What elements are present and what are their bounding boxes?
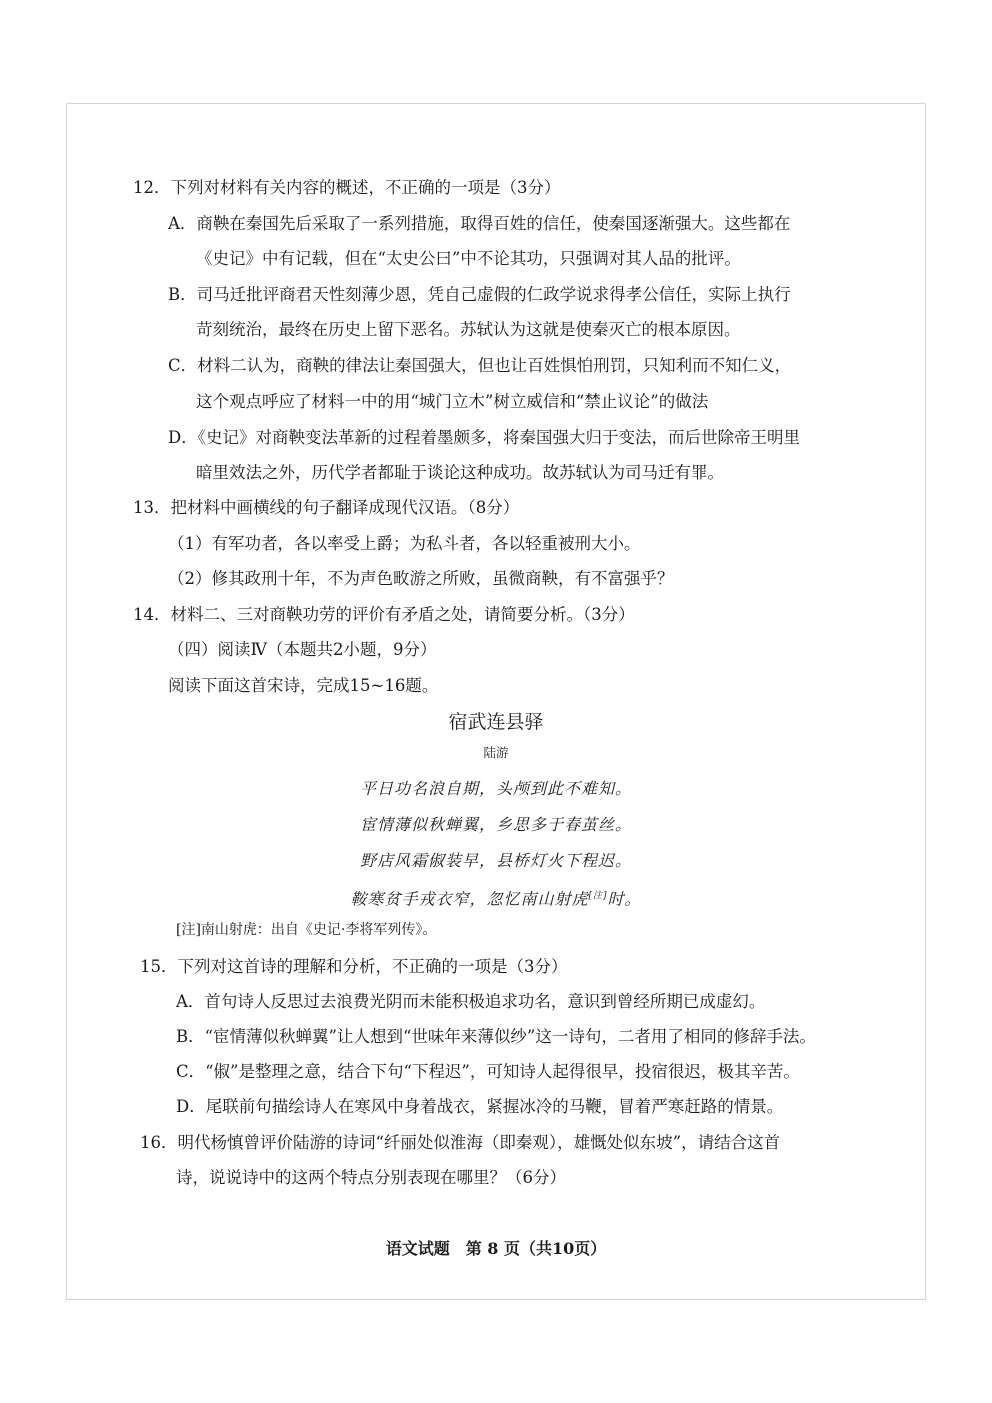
q13-sentence-1: （1）有军功者，各以率受上爵；为私斗者，各以轻重被刑大小。	[168, 534, 641, 553]
q12-option-a-line2: 《史记》中有记载，但在“太史公曰”中不论其功，只强调对其人品的批评。	[196, 249, 741, 268]
q12-option-c-line2: 这个观点呼应了材料一中的用“城门立木”树立威信和“禁止议论”的做法	[196, 392, 709, 411]
q15-option-d: D．尾联前句描绘诗人在寒风中身着战衣，紧握冰冷的马鞭，冒着严寒赶路的情景。	[176, 1097, 784, 1116]
q12-option-b-line2: 苛刻统治，最终在历史上留下恶名。苏轼认为这就是使秦灭亡的根本原因。	[196, 320, 741, 339]
q12-option-d-line2: 暗里效法之外，历代学者都耻于谈论这种成功。故苏轼认为司马迁有罪。	[196, 463, 724, 482]
poem-author: 陆游	[483, 745, 509, 760]
q15-option-a: A．首句诗人反思过去浪费光阴而未能积极追求功名，意识到曾经所期已成虚幻。	[176, 992, 766, 1011]
q12-option-c-line1: C．材料二认为，商鞅的律法让秦国强大，但也让百姓惧怕刑罚，只知利而不知仁义，	[168, 356, 792, 375]
q16-stem-line2: 诗，说说诗中的这两个特点分别表现在哪里？（6分）	[176, 1168, 566, 1187]
poem-title: 宿武连县驿	[448, 711, 544, 733]
poem-line-4-part-a: 鞍寒贫手戎衣窄，忽忆南山射虎	[350, 889, 589, 909]
q12-option-a-line1: A．商鞅在秦国先后采取了一系列措施，取得百姓的信任，使秦国逐渐强大。这些都在	[168, 214, 791, 233]
q14-stem: 14．材料二、三对商鞅功劳的评价有矛盾之处，请简要分析。（3分）	[133, 605, 635, 624]
poem-line-2: 宦情薄似秋蝉翼，乡思多于春茧丝。	[359, 815, 632, 834]
q12-stem: 12．下列对材料有关内容的概述，不正确的一项是（3分）	[133, 178, 561, 197]
poem-line-4-part-b: 时。	[607, 889, 642, 909]
poem-note: [注]南山射虎：出自《史记·李将军列传》。	[176, 922, 437, 938]
q13-sentence-2: （2）修其政刑十年，不为声色畋游之所败，虽微商鞅，有不富强乎？	[168, 569, 674, 588]
q12-option-b-line1: B．司马迁批评商君天性刻薄少恩，凭自己虚假的仁政学说求得孝公信任，实际上执行	[168, 285, 791, 304]
q16-stem-line1: 16．明代杨慎曾评价陆游的诗词“纤丽处似淮海（即秦观），雄慨处似东坡”，请结合这首	[140, 1133, 781, 1152]
poem-line-3: 野店风霜俶装早，县桥灯火下程迟。	[359, 851, 632, 870]
q15-option-c: C．“俶”是整理之意，结合下句“下程迟”，可知诗人起得很早，投宿很迟，极其辛苦。	[176, 1062, 800, 1081]
poem-line-1: 平日功名浪自期，头颅到此不难知。	[359, 779, 632, 798]
q15-stem: 15．下列对这首诗的理解和分析，不正确的一项是（3分）	[140, 957, 568, 976]
section-intro: 阅读下面这首宋诗，完成15~16题。	[168, 676, 439, 695]
q15-option-b: B．“宦情薄似秋蝉翼”让人想到“世味年来薄似纱”这一诗句，二者用了相同的修辞手法。	[176, 1027, 816, 1046]
poem-line-4	[0, 884, 992, 911]
section-heading: （四）阅读Ⅳ（本题共2小题，9分）	[168, 640, 437, 659]
q12-option-d-line1: D．《史记》对商鞅变法革新的过程着墨颇多，将秦国强大归于变法，而后世除帝王明里	[168, 428, 800, 447]
footnote-marker: [注]	[588, 891, 608, 901]
q13-stem: 13．把材料中画横线的句子翻译成现代汉语。（8分）	[133, 498, 520, 517]
page-footer: 语文试题 第 8 页（共10页）	[385, 1239, 607, 1258]
